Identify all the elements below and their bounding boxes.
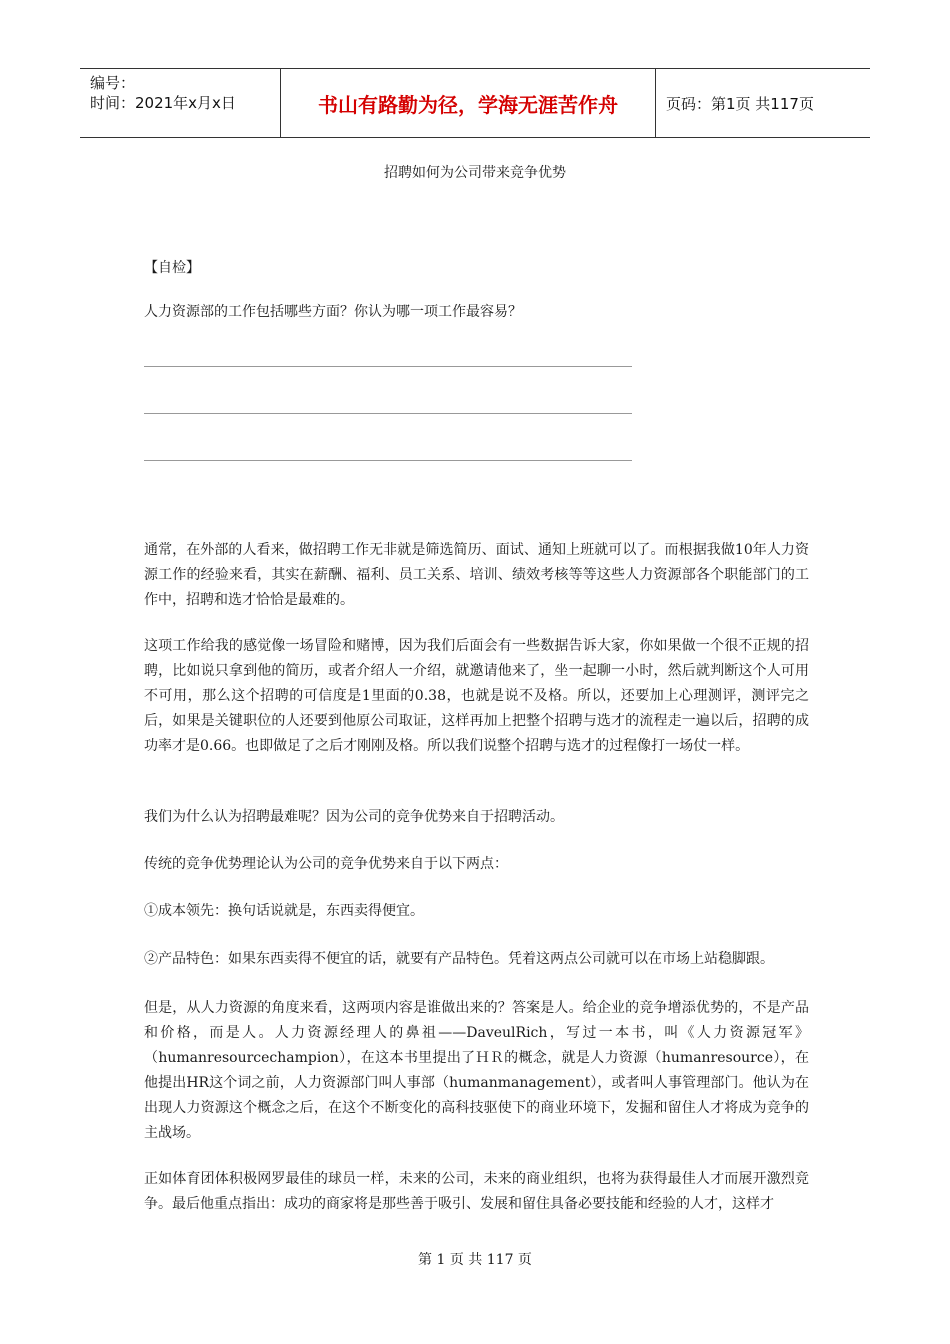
paragraph-text: 我们为什么认为招聘最难呢？因为公司的竞争优势来自于招聘活动。 bbox=[144, 809, 564, 825]
self-check-question: 人力资源部的工作包括哪些方面？你认为哪一项工作最容易？ bbox=[144, 304, 522, 320]
page-header bbox=[80, 68, 870, 138]
body-paragraph bbox=[144, 899, 809, 924]
paragraph-text: ②产品特色：如果东西卖得不便宜的话，就要有产品特色。凭着这两点公司就可以在市场上站稳脚跟。 bbox=[144, 951, 774, 967]
body-paragraph bbox=[144, 996, 809, 1146]
body-paragraph bbox=[144, 805, 809, 830]
answer-line bbox=[144, 413, 632, 414]
doc-number-label: 编号： bbox=[90, 74, 136, 92]
body-paragraph bbox=[144, 1167, 809, 1217]
paragraph-text: 通常，在外部的人看来，做招聘工作无非就是筛选简历、面试、通知上班就可以了。而根据我做10年人力资源工作的经验来看，其实在薪酬、福利、员工关系、培训、绩效考核等等这些人力资源部各个职能部门的工作中，招聘和选才恰恰是最难的。 bbox=[144, 542, 809, 608]
body-paragraph bbox=[144, 634, 809, 759]
paragraph-text: 但是，从人力资源的角度来看，这两项内容是谁做出来的？答案是人。给企业的竞争增添优势的，不是产品和价格，而是人。人力资源经理人的鼻祖——DaveulRich，写过一本书，叫《人力资源冠军》（humanresourcechampion），在这本书里提出了ＨＲ的概念，就是人力资源（humanresource），在他提出HR这个词之前，人力资源部门叫人事部（humanmanagement），或者叫人事管理部门。他认为在出现人力资源这个概念之后，在这个不断变化的高科技驱使下的商业环境下，发掘和留住人才将成为竞争的主战场。 bbox=[144, 1000, 809, 1141]
doc-time-label: 时间：2021年x月x日 bbox=[90, 94, 236, 112]
paragraph-text: 这项工作给我的感觉像一场冒险和赌博，因为我们后面会有一些数据告诉大家，你如果做一个很不正规的招聘，比如说只拿到他的简历，或者介绍人一介绍，就邀请他来了，坐一起聊一小时，然后就判断这个人可用不可用，那么这个招聘的可信度是1里面的0.38，也就是说不及格。所以，还要加上心理测评，测评完之后，如果是关键职位的人还要到他原公司取证，这样再加上把整个招聘与选才的流程走一遍以后，招聘的成功率才是0.66。也即做足了之后才刚刚及格。所以我们说整个招聘与选才的过程像打一场仗一样。 bbox=[144, 638, 809, 754]
self-check-heading: 【自检】 bbox=[144, 260, 200, 276]
answer-line bbox=[144, 460, 632, 461]
body-paragraph bbox=[144, 538, 809, 613]
document-title: 招聘如何为公司带来竞争优势 bbox=[384, 165, 566, 181]
paragraph-text: 传统的竞争优势理论认为公司的竞争优势来自于以下两点： bbox=[144, 856, 508, 872]
header-meta bbox=[80, 69, 280, 137]
page-footer: 第 1 页 共 117 页 bbox=[418, 1252, 532, 1268]
paragraph-text: 正如体育团体积极网罗最佳的球员一样，未来的公司，未来的商业组织，也将为获得最佳人才而展开激烈竞争。最后他重点指出：成功的商家将是那些善于吸引、发展和留住具备必要技能和经验的人才，这样才 bbox=[144, 1171, 809, 1212]
paragraph-text: ①成本领先：换句话说就是，东西卖得便宜。 bbox=[144, 903, 424, 919]
header-motto: 书山有路勤为径，学海无涯苦作舟 bbox=[280, 69, 656, 137]
body-paragraph bbox=[144, 852, 809, 877]
answer-line bbox=[144, 366, 632, 367]
body-paragraph bbox=[144, 947, 809, 972]
header-page-info: 页码：第1页 共117页 bbox=[666, 94, 814, 113]
